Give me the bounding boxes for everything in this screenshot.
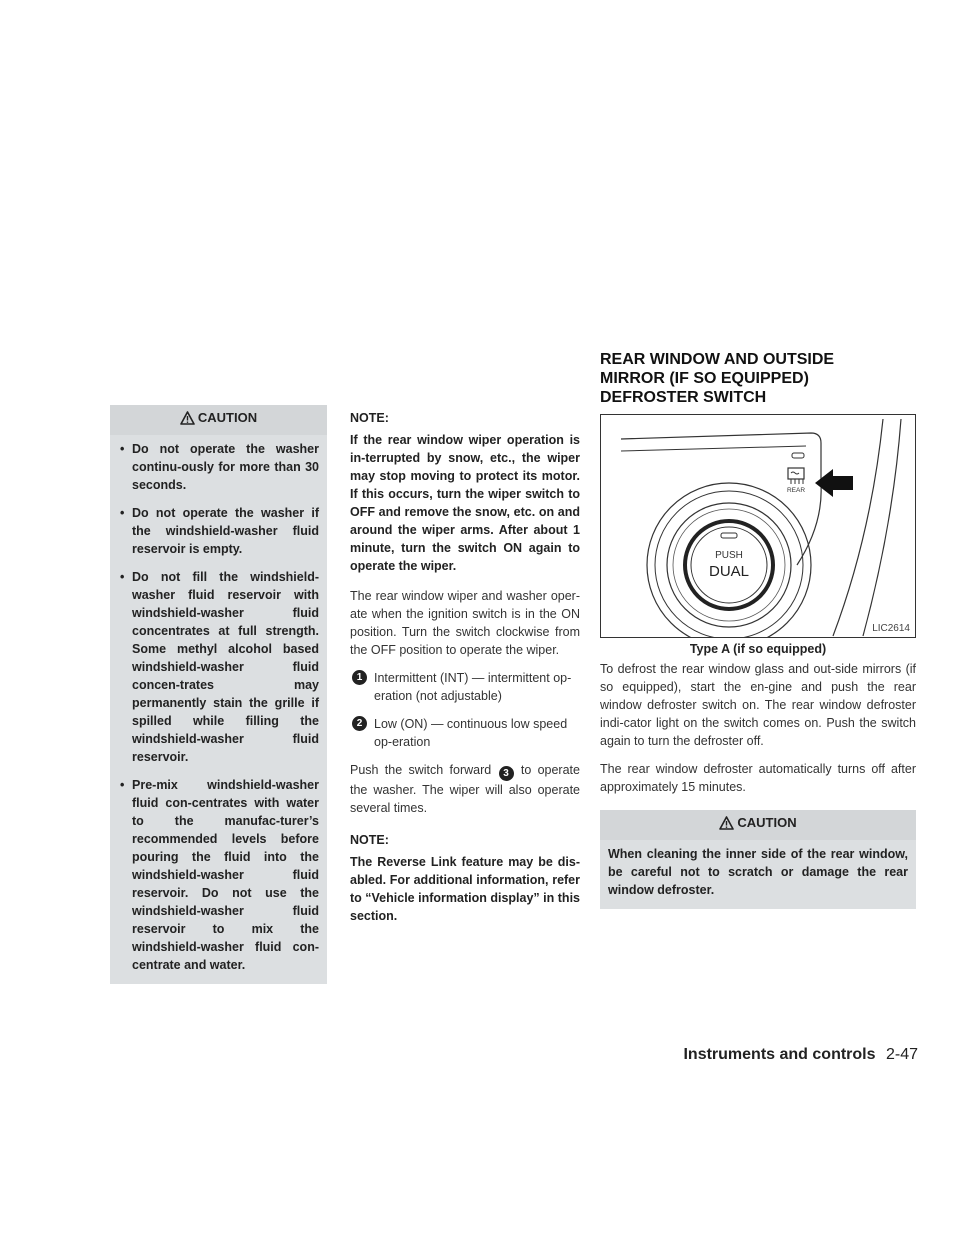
note-label: NOTE: (350, 833, 389, 847)
section-title: REAR WINDOW AND OUTSIDE MIRROR (IF SO EQUIPPED) DEFROSTER SWITCH (600, 351, 835, 406)
warning-triangle-icon (719, 816, 734, 833)
note-text: If the rear window wiper operation is in-terrupted by snow, etc., the wiper may stop moving to protect its motor. If this occurs, turn the wiper switch to OFF and remove the snow, etc. on and around the wiper arms. After about 1 minute, turn the switch ON again to operate the wiper. (350, 433, 580, 573)
wiper-intro-paragraph: The rear window wiper and washer oper-ate when the ignition switch is in the ON position. Turn the switch clockwise from the OFF position to operate the wiper. (350, 589, 580, 657)
caution-item: • Do not operate the washer if the windshield-washer fluid reservoir is empty. (118, 504, 319, 558)
number-2-icon: 2 (352, 716, 367, 731)
auto-off-paragraph: The rear window defroster automatically turns off after approximately 15 minutes. (600, 762, 916, 794)
right-column (600, 350, 916, 909)
caution-box-washer (110, 405, 327, 984)
warning-triangle-icon (180, 411, 195, 428)
left-column (110, 405, 327, 984)
rear-defroster-icon (788, 468, 804, 484)
caution-item: • Pre-mix windshield-washer fluid con-centrates with water to the manufac-turer’s recommended levels before pouring the fluid into the windshield-washer fluid reservoir. Do not use the windshield-washer fluid reservoir to mix the windshield-washer fluid con-centrate and water. (118, 776, 319, 974)
caution-item: • Do not operate the washer continu-ously for more than 30 seconds. (118, 440, 319, 494)
defroster-switch-figure (600, 414, 916, 638)
list-item-intermittent: 1 Intermittent (INT) — intermittent op-eration (not adjustable) (350, 669, 580, 705)
page-footer (683, 1046, 918, 1064)
caution-box-defroster (600, 810, 916, 909)
caution-heading: CAUTION (110, 405, 327, 435)
dual-label: DUAL (708, 563, 750, 580)
page-number: 2-47 (885, 1046, 918, 1063)
note-label: NOTE: (350, 411, 389, 425)
figure-caption: Type A (if so equipped) (689, 642, 827, 656)
rear-label: REAR (786, 487, 806, 494)
list-item-low: 2 Low (ON) — continuous low speed op-eration (350, 715, 580, 751)
defroster-paragraph: To defrost the rear window glass and out-side mirrors (if so equipped), start the en-gine and push the rear window defroster switch on. The rear window defroster indi-cator light on the switch comes on. Push the switch again to turn the defroster off. (600, 662, 916, 748)
defroster-switch-illustration (601, 415, 915, 637)
middle-column (350, 405, 580, 937)
number-3-icon: 3 (499, 766, 514, 781)
caution-item: • Do not fill the windshield-washer fluid reservoir with windshield-washer fluid concentrates at full strength. Some methyl alcohol based windshield-washer fluid concen-trates may permanently stain the grille if spilled while filling the windshield-washer fluid reservoir. (118, 568, 319, 766)
chapter-title: Instruments and controls (683, 1046, 876, 1063)
caution-text: When cleaning the inner side of the rear window, be careful not to scratch or damage the rear window defroster. (608, 847, 908, 897)
washer-paragraph: Push the switch forward 3 to operate the washer. The wiper will also operate several times. (350, 763, 580, 815)
number-1-icon: 1 (352, 670, 367, 685)
push-label: PUSH (715, 550, 743, 561)
caution-list (118, 440, 319, 974)
caution-heading: CAUTION (600, 810, 916, 840)
note-text: The Reverse Link feature may be dis-abled. For additional information, refer to “Vehicle information display” in this section. (350, 855, 580, 923)
figure-code: LIC2614 (872, 623, 910, 634)
